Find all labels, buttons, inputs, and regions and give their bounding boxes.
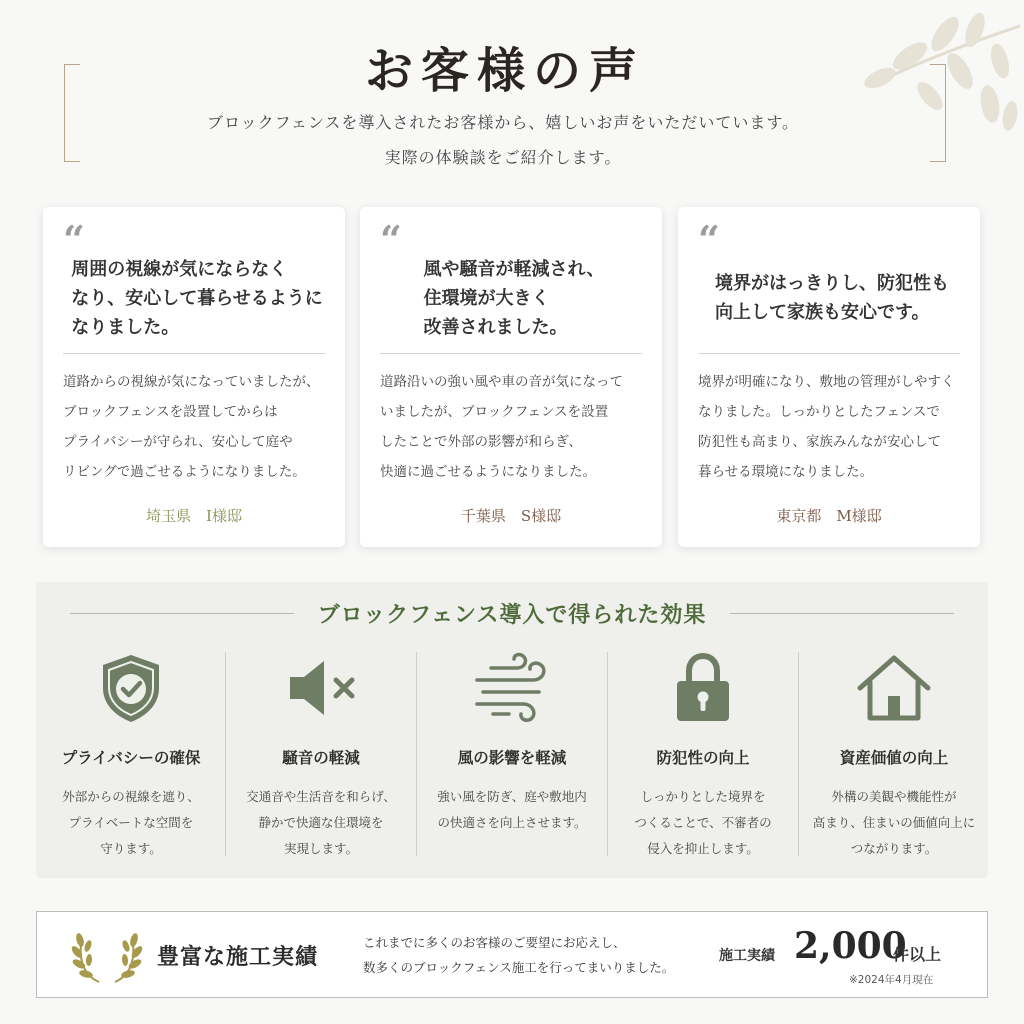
track-record-banner — [36, 911, 988, 998]
effect-description: 外構の美観や機能性が 高まり、住まいの価値向上に つながります。 — [812, 789, 976, 856]
testimonial-headline-text: 風や騒音が軽減され、 住環境が大きく 改善されました。 — [423, 258, 605, 338]
quote-mark-icon: “ — [698, 217, 720, 262]
testimonial-body: 道路からの視線が気になっていましたが、 ブロックフェンスを設置してからは プライバシーが守られ、安心して庭や リビングで過ごせるようになりました。 — [63, 374, 320, 480]
record-note: ※2024年4月現在 — [849, 974, 934, 986]
effect-title: 風の影響を軽減 — [457, 749, 567, 767]
effect-title: 防犯性の向上 — [656, 749, 750, 767]
testimonial-card — [678, 207, 980, 547]
record-label: 施工実績 — [719, 948, 775, 964]
testimonial-body: 境界が明確になり、敷地の管理がしやすく なりました。しっかりとしたフェンスで 防犯性も高まり、家族みんなが安心して 暮らせる環境になりました。 — [698, 374, 955, 480]
effects-panel — [36, 582, 988, 878]
testimonial-author: 千葉県 S様邸 — [460, 507, 562, 525]
page-subtitle-line2: 実際の体験談をご紹介します。 — [384, 148, 622, 167]
testimonial-author: 埼玉県 I様邸 — [146, 507, 242, 525]
laurel-wreath-icon — [71, 924, 143, 986]
page-title: お客様の声 — [364, 43, 645, 99]
wind-icon — [473, 652, 551, 724]
banner-description: これまでに多くのお客様のご要望にお応えし、 数多くのブロックフェンス施工を行ってまいりました。 — [363, 935, 675, 975]
testimonial-headline — [698, 247, 966, 349]
testimonial-headline — [63, 247, 331, 349]
effect-description: 交通音や生活音を和らげ、 静かで快適な住環境を 実現します。 — [246, 789, 396, 856]
effect-title: 騒音の軽減 — [282, 749, 360, 767]
testimonial-card — [43, 207, 345, 547]
page-subtitle-line1: ブロックフェンスを導入されたお客様から、嬉しいお声をいただいています。 — [206, 113, 800, 132]
effect-item-privacy — [36, 652, 226, 856]
effect-title: 資産価値の向上 — [839, 749, 949, 767]
heading-rule-left — [70, 613, 294, 614]
card-divider — [63, 353, 325, 354]
effect-description: 強い風を防ぎ、庭や敷地内 の快適さを向上させます。 — [437, 789, 587, 830]
effect-item-security — [608, 652, 798, 856]
house-icon — [855, 652, 933, 724]
record-value: 2,000 — [794, 925, 907, 967]
speaker-mute-icon — [282, 652, 360, 724]
effect-item-asset-value — [799, 652, 989, 856]
testimonial-body: 道路沿いの強い風や車の音が気になって いましたが、ブロックフェンスを設置 したことで外部の影響が和らぎ、 快適に過ごせるようになりました。 — [380, 374, 623, 480]
testimonial-author: 東京都 M様邸 — [776, 507, 882, 525]
testimonial-headline-text: 周囲の視線が気にならなく なり、安心して暮らせるように なりました。 — [71, 258, 323, 338]
testimonial-headline — [380, 247, 648, 349]
card-divider — [698, 353, 960, 354]
heading-rule-right — [730, 613, 954, 614]
effect-item-noise — [226, 652, 416, 856]
effects-heading — [70, 598, 954, 628]
effect-description: 外部からの視線を遮り、 プライベートな空間を 守ります。 — [62, 789, 200, 856]
quote-mark-icon: “ — [63, 217, 85, 262]
shield-check-icon — [92, 652, 170, 724]
effect-item-wind — [417, 652, 607, 856]
card-divider — [380, 353, 642, 354]
testimonial-card — [360, 207, 662, 547]
padlock-icon — [664, 652, 742, 724]
effect-title: プライバシーの確保 — [61, 749, 201, 767]
testimonial-headline-text: 境界がはっきりし、防犯性も 向上して家族も安心です。 — [715, 273, 949, 323]
banner-title: 豊富な施工実績 — [157, 944, 319, 970]
effect-description: しっかりとした境界を つくることで、不審者の 侵入を抑止します。 — [634, 789, 772, 856]
quote-mark-icon: “ — [380, 217, 402, 262]
record-unit: 件以上 — [893, 945, 942, 964]
effects-title: ブロックフェンス導入で得られた効果 — [317, 602, 707, 628]
